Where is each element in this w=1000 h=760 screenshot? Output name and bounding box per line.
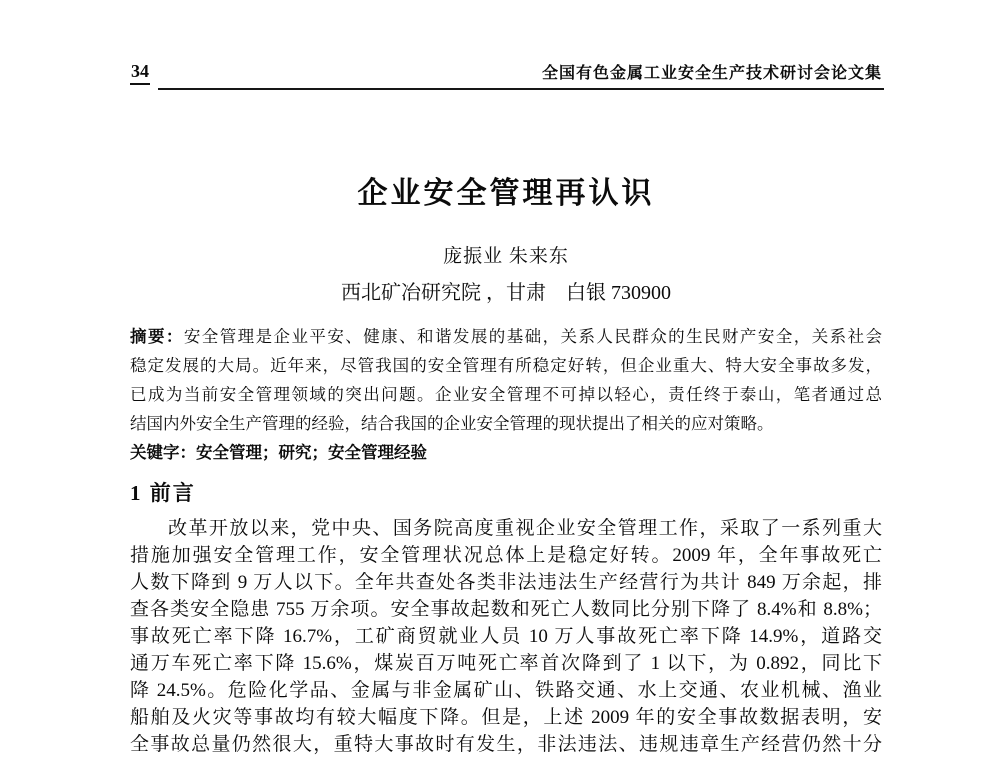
body-line: 降 24.5%。危险化学品、金属与非金属矿山、铁路交通、水上交通、农业机械、渔业	[130, 680, 882, 701]
body-paragraph	[130, 515, 882, 758]
abstract-line: 已成为当前安全管理领域的突出问题。企业安全管理不可掉以轻心，责任终于泰山，笔者通过总	[130, 385, 882, 404]
abstract-block	[130, 322, 882, 467]
body-line: 改革开放以来，党中央、国务院高度重视企业安全管理工作，采取了一系列重大	[168, 518, 882, 539]
keywords-label: 关键字：	[130, 443, 196, 462]
body-line: 船舶及火灾等事故均有较大幅度下降。但是，上述 2009 年的安全事故数据表明，安	[130, 707, 882, 728]
keywords-line	[130, 438, 882, 467]
abstract-text: 安全管理是企业平安、健康、和谐发展的基础，关系人民群众的生民财产安全，关系社会	[183, 327, 882, 346]
abstract-line: 稳定发展的大局。近年来，尽管我国的安全管理有所稳定好转，但企业重大、特大安全事故多发，	[130, 356, 882, 375]
article-affiliation: 西北矿冶研究院 ，甘肃 白银 730900	[341, 282, 671, 304]
article-authors: 庞振业 朱来东	[443, 246, 569, 267]
header-rule	[158, 88, 884, 90]
abstract-line: 结国内外安全生产管理的经验，结合我国的企业安全管理的现状提出了相关的应对策略。	[130, 414, 774, 433]
body-line: 措施加强安全管理工作，安全管理状况总体上是稳定好转。2009 年，全年事故死亡	[130, 545, 882, 566]
body-line: 人数下降到 9 万人以下。全年共查处各类非法违法生产经营行为共计 849 万余起，排	[130, 572, 882, 593]
abstract-line	[130, 322, 882, 351]
abstract-label: 摘要：	[130, 327, 184, 346]
body-line: 通万车死亡率下降 15.6%，煤炭百万吨死亡率首次降到了 1 以下，为 0.892，同比下	[130, 653, 882, 674]
journal-title: 全国有色金属工业安全生产技术研讨会论文集	[541, 65, 882, 82]
body-line: 事故死亡率下降 16.7%，工矿商贸就业人员 10 万人事故死亡率下降 14.9%，道路交	[130, 626, 882, 647]
body-line: 全事故总量仍然很大，重特大事故时有发生，非法违法、违规违章生产经营仍然十分	[130, 734, 882, 755]
page-number: 34	[130, 60, 150, 85]
keywords-text: 安全管理；研究；安全管理经验	[196, 443, 427, 462]
article-title: 企业安全管理再认识	[357, 177, 655, 210]
body-line: 查各类安全隐患 755 万余项。安全事故起数和死亡人数同比分别下降了 8.4%和 8.8%；	[130, 599, 882, 620]
section-heading: 1 前言	[130, 481, 196, 505]
running-header	[130, 60, 882, 85]
